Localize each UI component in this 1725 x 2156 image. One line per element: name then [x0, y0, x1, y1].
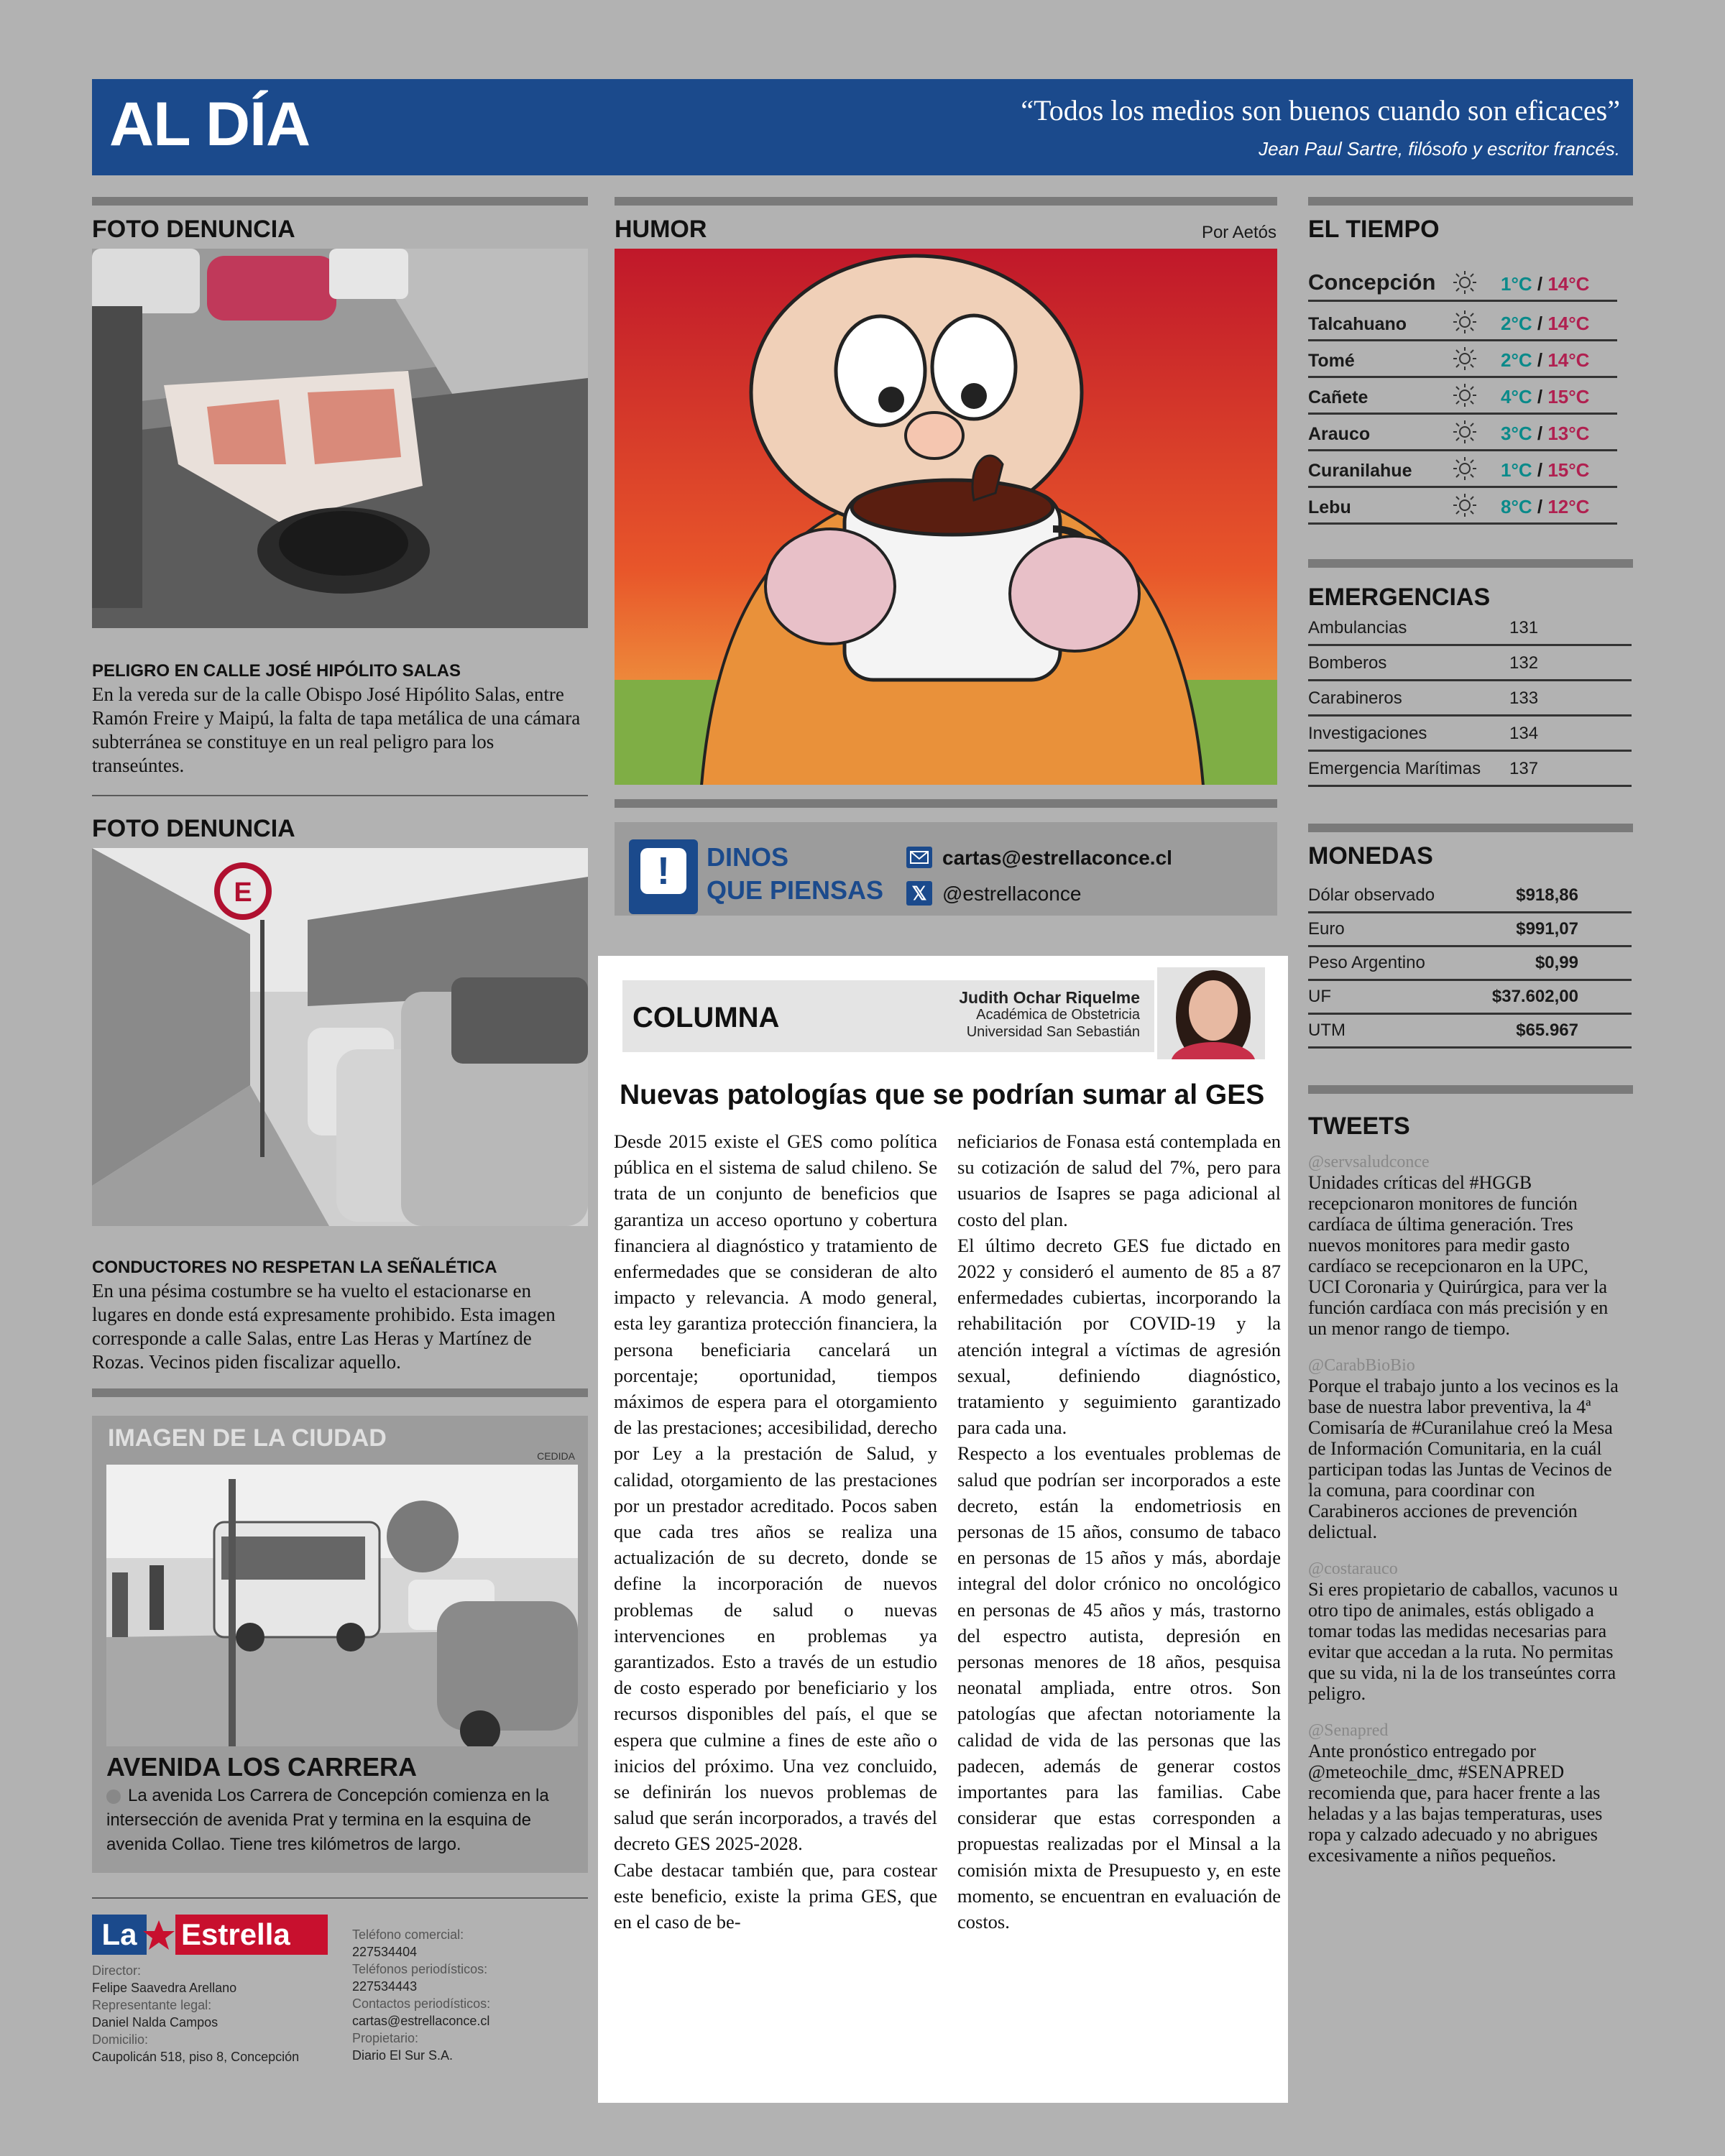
- paragraph: Cabe destacar también que, para costear este beneficio, existe la prima GES, que en el caso de be-: [614, 1858, 937, 1933]
- foto2-title: CONDUCTORES NO RESPETAN LA SEÑALÉTICA: [92, 1258, 497, 1277]
- temp-low: 1°C: [1501, 273, 1532, 295]
- moneda-value: $918,86: [1516, 885, 1578, 905]
- bullet-icon: [106, 1789, 121, 1804]
- humor-heading: HUMOR: [615, 216, 707, 243]
- paragraph: Desde 2015 existe el GES como política pública en el sistema de salud chileno. Se trata de un conjunto de beneficios que garantiza un acceso oportuno y cobertura financiera al diagnóstico y tratamiento de enfermedades que se consideran de alto impacto y relevancia. A modo general, esta ley garantiza protección financiera, la persona beneficiaria cancelará un porcentaje; oportunidad, tiempos máximos de espera para el otorgamiento de las prestaciones; accesibilidad, derecho por Ley a la prestación de Salud, y calidad, otorgamiento de las prestaciones por un prestador acreditado. Pocos saben que cada tres años se realiza una actualización de su decreto, donde se define la incorporación de nuevos problemas de salud o nuevas intervenciones en problemas ya garantizados. Esto a través de un estudio de costo esperado por beneficiario y los recursos disponibles del país, el que se espera que culmine a fines de este año o inicios del próximo. Una vez concluido, se definirán los nuevos problemas de salud que serán incorporados, a través del decreto GES 2025-2028.: [614, 1130, 937, 1855]
- emergencias-table: [1308, 611, 1632, 791]
- column-label: COLUMNA: [632, 1002, 780, 1033]
- sun-icon: [1452, 382, 1478, 408]
- weather-row: [1308, 259, 1617, 302]
- emergencia-row: [1308, 646, 1632, 681]
- tweet: [1308, 1356, 1624, 1542]
- column-rule: [1308, 824, 1633, 832]
- banner-quote: “Todos los medios son buenos cuando son eficaces”: [1021, 94, 1620, 126]
- domicilio: Caupolicán 518, piso 8, Concepción: [92, 2050, 300, 2064]
- dinos-x-handle[interactable]: @estrellaconce: [942, 883, 1082, 905]
- section-title: AL DÍA: [109, 90, 310, 159]
- masthead-contacts: [352, 1926, 582, 2064]
- foto2-text: En una pésima costumbre se ha vuelto el estacionarse en lugares en donde está expresamente prohibido. Esta imagen corresponde a calle Salas, entre Las Heras y Martínez de Rozas. Vecinos piden fiscalizar aquello.: [92, 1280, 556, 1373]
- column-rule: [92, 197, 588, 206]
- column-rule: [615, 799, 1277, 808]
- paragraph: neficiarios de Fonasa está contemplada en su cotización de salud del 7%, pero para usuarios de Isapres se paga adicional al costo del plan.: [957, 1130, 1281, 1230]
- emergencia-number: 132: [1509, 653, 1539, 673]
- temp-high: 14°C: [1547, 313, 1590, 334]
- emergencia-row: [1308, 752, 1632, 787]
- representante: Daniel Naldа Campos: [92, 2015, 218, 2030]
- emergencias-heading: EMERGENCIAS: [1308, 584, 1491, 611]
- emergencia-name: Ambulancias: [1308, 618, 1407, 637]
- weather-temp: [1501, 349, 1589, 372]
- tweet-text: Porque el trabajo junto a los vecinos es la base de nuestra labor preventiva, la 4ª Comisaría de #Curanilahue creó la Mesa de Información Comunitaria, en la cuál participan todas las Juntas de Vecinos de la comuna, para coordinar con Carabineros acciones de prevención delictual.: [1308, 1376, 1619, 1542]
- moneda-name: Peso Argentino: [1308, 953, 1425, 972]
- column-rule: [1308, 1085, 1633, 1094]
- column-rule: [615, 197, 1277, 206]
- foto1-text: En la vereda sur de la calle Obispo José Hipólito Salas, entre Ramón Freire y Maipú, la falta de tapa metálica de una cámara subterránea se constituye en un real peligro para los transeúntes.: [92, 683, 581, 776]
- label: Director:: [92, 1963, 142, 1978]
- weather-temp: [1501, 273, 1589, 295]
- label: Propietario:: [352, 2031, 419, 2045]
- temp-high: 14°C: [1547, 273, 1590, 295]
- moneda-name: UTM: [1308, 1021, 1346, 1040]
- section-banner: [92, 79, 1633, 175]
- temp-low: 2°C: [1501, 313, 1532, 334]
- emergencia-number: 131: [1509, 618, 1539, 637]
- telefono-periodistico: 227534443: [352, 1979, 418, 1994]
- temp-separator: /: [1532, 423, 1548, 444]
- paragraph: Respecto a los eventuales problemas de salud que podrían ser incorporados a este decreto, están la endometriosis en personas de 15 años, consumo de tabaco en personas de 15 años y más, abordaje integral del dolor crónico no oncológico en personas de 45 años y más, trastorno del espectro autista, depresión en personas menores de 18 años, pesquisa neonatal ampliada, entre otros. Son patologías que afectan notoriamente la calidad de vida de las personas que las padecen, además de generar costos importantes para las familias. Cabe considerar que estas corresponden a propuestas realizadas por el Minsal a la comisión mixta de Presupuesto y, en este momento, se encuentran en evaluación de costos.: [957, 1442, 1281, 1933]
- emergencia-row: [1308, 681, 1632, 717]
- emergencia-number: 134: [1509, 724, 1539, 743]
- label: Domicilio:: [92, 2032, 149, 2047]
- photo-sidewalk-hole: [92, 249, 588, 628]
- moneda-row: [1308, 912, 1632, 947]
- tweet-handle[interactable]: @servsaludconce: [1308, 1153, 1430, 1171]
- ciudad-caption: La avenida Los Carrera de Concepción comienza en la intersección de avenida Prat y termina en la esquina de avenida Collao. Tiene tres kilómetros de largo.: [106, 1786, 549, 1854]
- article-column-2: [957, 1128, 1281, 1935]
- column-byline: [959, 989, 1140, 1041]
- sun-icon: [1452, 346, 1478, 372]
- emergencia-name: Bomberos: [1308, 653, 1387, 673]
- emergencia-name: Emergencia Marítimas: [1308, 759, 1481, 778]
- ciudad-text: [106, 1784, 578, 1857]
- telefono-comercial: 227534404: [352, 1945, 418, 1959]
- x-icon: 𝕏: [906, 881, 932, 906]
- photo-credit: CEDIDA: [537, 1450, 575, 1462]
- moneda-value: $37.602,00: [1491, 987, 1578, 1006]
- imagen-ciudad-heading: IMAGEN DE LA CIUDAD: [108, 1424, 387, 1452]
- monedas-heading: MONEDAS: [1308, 842, 1433, 870]
- temp-separator: /: [1532, 349, 1548, 371]
- weather-city: Talcahuano: [1308, 314, 1407, 334]
- weather-temp: [1501, 459, 1589, 482]
- weather-row: [1308, 342, 1617, 378]
- dinos-box: [615, 822, 1277, 916]
- ciudad-title: AVENIDA LOS CARRERA: [106, 1752, 418, 1782]
- svg-text:E: E: [234, 877, 252, 908]
- temp-low: 1°C: [1501, 459, 1532, 481]
- column-rule: [92, 1388, 588, 1397]
- foto1-title: PELIGRO EN CALLE JOSÉ HIPÓLITO SALAS: [92, 661, 461, 681]
- dinos-label: [707, 841, 883, 907]
- weather-table: [1308, 259, 1617, 539]
- author-role: Académica de Obstetricia: [976, 1007, 1140, 1023]
- moneda-value: $991,07: [1516, 919, 1578, 939]
- weather-row: [1308, 489, 1617, 525]
- temp-low: 2°C: [1501, 349, 1532, 371]
- sun-icon: [1452, 309, 1478, 335]
- tweet-handle[interactable]: @CarabBioBio: [1308, 1356, 1415, 1375]
- moneda-value: $65.967: [1516, 1021, 1578, 1040]
- exclamation-icon: !: [629, 839, 698, 914]
- weather-temp: [1501, 496, 1589, 518]
- emergencia-row: [1308, 611, 1632, 646]
- temp-separator: /: [1532, 386, 1548, 407]
- weather-city: Arauco: [1308, 424, 1371, 444]
- mail-icon: [906, 847, 932, 868]
- temp-low: 3°C: [1501, 423, 1532, 444]
- moneda-row: [1308, 946, 1632, 981]
- weather-temp: [1501, 386, 1589, 408]
- humor-cartoon: [615, 249, 1277, 785]
- label: Representante legal:: [92, 1998, 212, 2012]
- dinos-email[interactable]: cartas@estrellaconce.cl: [942, 847, 1172, 869]
- moneda-row: [1308, 878, 1632, 913]
- weather-row: [1308, 379, 1617, 415]
- temp-separator: /: [1532, 273, 1548, 295]
- tweet-text: Unidades críticas del #HGGB recepcionaron monitores de función cardíaca de última generación. Tres nuevos monitores para medir gasto cardíaco se recepcionaron en la UPC, UCI Coronaria y Quirúrgica, para ver la función cardíaca con más precisión y en un menor rango de tiempo.: [1308, 1172, 1609, 1339]
- dinos-line1: DINOS: [707, 842, 789, 872]
- temp-low: 8°C: [1501, 496, 1532, 517]
- label: Teléfonos periodísticos:: [352, 1962, 488, 1976]
- label: Teléfono comercial:: [352, 1927, 464, 1942]
- column-article: [598, 956, 1288, 2103]
- sun-icon: [1452, 419, 1478, 445]
- foto-denuncia-heading: FOTO DENUNCIA: [92, 216, 295, 243]
- sun-icon: [1452, 492, 1478, 518]
- dinos-line2: QUE PIENSAS: [707, 875, 884, 905]
- tweet: [1308, 1721, 1624, 1866]
- foto-denuncia-heading-2: FOTO DENUNCIA: [92, 815, 295, 842]
- paragraph: El último decreto GES fue dictado en 2022 y consideró el aumento de 85 a 87 enfermedades cubiertas, incorporando la rehabilitación por COVID-19 y la atención integral a víctimas de agresión sexual, definiendo diagnóstico, tratamiento y seguimiento garantizado para cada una.: [957, 1234, 1281, 1439]
- moneda-row: [1308, 980, 1632, 1015]
- propietario: Diario El Sur S.A.: [352, 2048, 454, 2063]
- temp-high: 14°C: [1547, 349, 1590, 371]
- weather-row: [1308, 452, 1617, 488]
- article-column-1: [614, 1128, 937, 1935]
- divider: [92, 795, 588, 796]
- sun-icon: [1452, 456, 1478, 482]
- weather-city: Lebu: [1308, 497, 1351, 517]
- masthead-staff: [92, 1962, 322, 2065]
- moneda-name: UF: [1308, 987, 1331, 1006]
- tweet-text: Si eres propietario de caballos, vacunos u otro tipo de animales, estás obligado a tomar todas las medidas necesarias para evitar que accedan a la ruta. No permitas que su vida, ni la de los transeúntes corra peligro.: [1308, 1579, 1619, 1704]
- temp-separator: /: [1532, 459, 1548, 481]
- emergencia-name: Investigaciones: [1308, 724, 1427, 743]
- author-name: Judith Ochar Riquelme: [959, 988, 1140, 1007]
- emergencia-row: [1308, 717, 1632, 752]
- weather-city: Tomé: [1308, 351, 1355, 371]
- weather-heading: EL TIEMPO: [1308, 216, 1440, 243]
- column-label-bar: [622, 980, 1154, 1052]
- weather-temp: [1501, 423, 1589, 445]
- humor-credit: Por Aetós: [1201, 223, 1276, 242]
- tweet-handle[interactable]: @Senapred: [1308, 1721, 1389, 1740]
- weather-city: Cañete: [1308, 387, 1368, 407]
- contacto-email: cartas@estrellaconce.cl: [352, 2014, 490, 2028]
- temp-separator: /: [1532, 496, 1548, 517]
- la-estrella-logo: [92, 1915, 328, 1955]
- label: Contactos periodísticos:: [352, 1996, 491, 2011]
- temp-high: 15°C: [1547, 459, 1590, 481]
- moneda-name: Dólar observado: [1308, 885, 1435, 905]
- column-rule: [1308, 559, 1633, 568]
- temp-high: 12°C: [1547, 496, 1590, 517]
- column-rule: [1308, 197, 1633, 206]
- temp-high: 15°C: [1547, 386, 1590, 407]
- weather-city: Concepción: [1308, 270, 1436, 295]
- monedas-table: [1308, 878, 1632, 1065]
- director: Felipe Saavedra Arellano: [92, 1981, 237, 1995]
- tweet-text: Ante pronóstico entregado por @meteochile_dmc, #SENAPRED recomienda que, para hacer frente a las heladas y a las bajas temperaturas, uses ropa y calzado adecuado y no abrigues excesivamente a niños pequeños.: [1308, 1741, 1603, 1866]
- star-icon: [142, 1919, 175, 1952]
- photo-parked-cars: [92, 848, 588, 1226]
- article-title: Nuevas patologías que se podrían sumar al GES: [620, 1079, 1265, 1110]
- photo-avenida: [106, 1465, 578, 1746]
- weather-row: [1308, 305, 1617, 341]
- temp-low: 4°C: [1501, 386, 1532, 407]
- emergencia-number: 137: [1509, 759, 1539, 778]
- weather-row: [1308, 415, 1617, 451]
- imagen-ciudad-box: [92, 1416, 588, 1873]
- temp-separator: /: [1532, 313, 1548, 334]
- moneda-row: [1308, 1013, 1632, 1049]
- logo-la: La: [92, 1915, 147, 1955]
- tweet-handle[interactable]: @costarauco: [1308, 1560, 1398, 1578]
- divider: [92, 1897, 588, 1899]
- emergencia-number: 133: [1509, 688, 1539, 708]
- banner-quote-author: Jean Paul Sartre, filósofo y escritor francés.: [1259, 138, 1620, 160]
- tweets-heading: TWEETS: [1308, 1112, 1410, 1140]
- weather-city: Curanilahue: [1308, 461, 1412, 481]
- moneda-value: $0,99: [1535, 953, 1578, 972]
- author-photo: [1157, 967, 1265, 1059]
- emergencia-name: Carabineros: [1308, 688, 1402, 708]
- temp-high: 13°C: [1547, 423, 1590, 444]
- sun-icon: [1452, 270, 1478, 295]
- moneda-name: Euro: [1308, 919, 1345, 939]
- tweet: [1308, 1153, 1624, 1339]
- author-affiliation: Universidad San Sebastián: [966, 1024, 1140, 1040]
- tweets-list: [1308, 1153, 1624, 1883]
- logo-estrella: Estrella: [175, 1915, 328, 1955]
- tweet: [1308, 1560, 1624, 1704]
- weather-temp: [1501, 313, 1589, 335]
